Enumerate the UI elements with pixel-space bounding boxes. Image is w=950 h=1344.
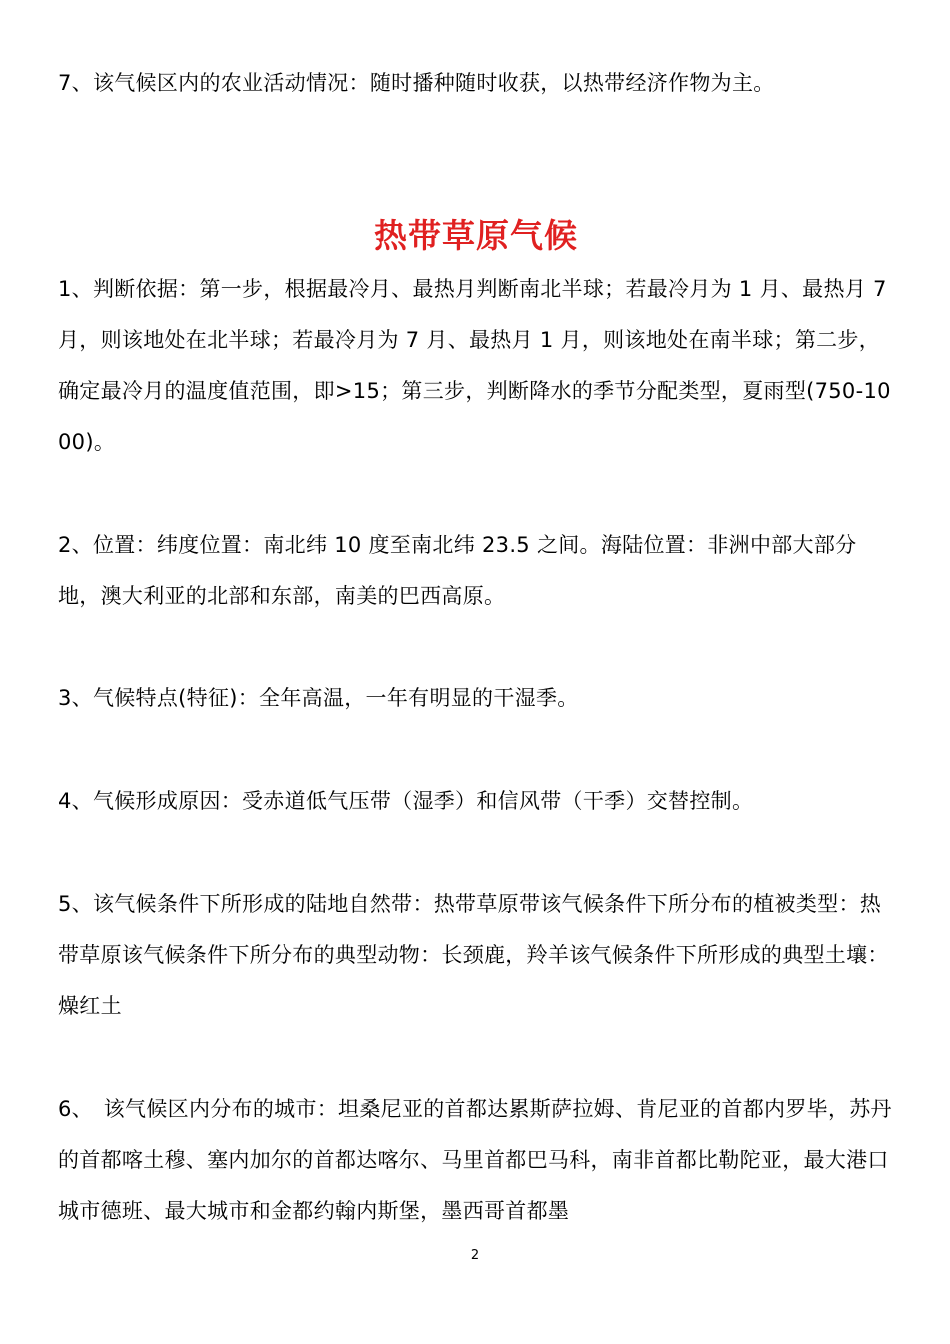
page-number: 2 [470, 1248, 480, 1263]
paragraph-1-judgement-basis: 1、判断依据：第一步，根据最冷月、最热月判断南北半球；若最冷月为 1 月、最热月 7 月，则该地处在北半球；若最冷月为 7 月、最热月 1 月，则该地处在南半球；第二步，确定最冷月的温度值范围，即>15；第三步，判断降水的季节分配类型，夏雨型(750-1000)。 [58, 277, 891, 454]
paragraph-2-location: 2、位置：纬度位置：南北纬 10 度至南北纬 23.5 之间。海陆位置：非洲中部大部分地，澳大利亚的北部和东部，南美的巴西高原。 [58, 533, 857, 608]
paragraph-5-natural-zone: 5、该气候条件下所形成的陆地自然带：热带草原带该气候条件下所分布的植被类型：热带草原该气候条件下所分布的典型动物：长颈鹿，羚羊该气候条件下所形成的典型土壤：燥红土 [58, 892, 889, 1018]
paragraph-6-cities: 6、 该气候区内分布的城市：坦桑尼亚的首都达累斯萨拉姆、肯尼亚的首都内罗毕，苏丹的首都喀土穆、塞内加尔的首都达喀尔、马里首都巴马科，南非首都比勒陀亚，最大港口城市德班、最大城市和金都约翰内斯堡，墨西哥首都墨 [58, 1097, 892, 1223]
paragraph-3-climate-features: 3、气候特点(特征)：全年高温，一年有明显的干湿季。 [58, 686, 579, 710]
intro-paragraph: 7、该气候区内的农业活动情况：随时播种随时收获，以热带经济作物为主。 [58, 71, 775, 95]
section-title: 热带草原气候 [374, 216, 578, 255]
paragraph-4-formation-causes: 4、气候形成原因：受赤道低气压带（湿季）和信风带（干季）交替控制。 [58, 789, 754, 813]
